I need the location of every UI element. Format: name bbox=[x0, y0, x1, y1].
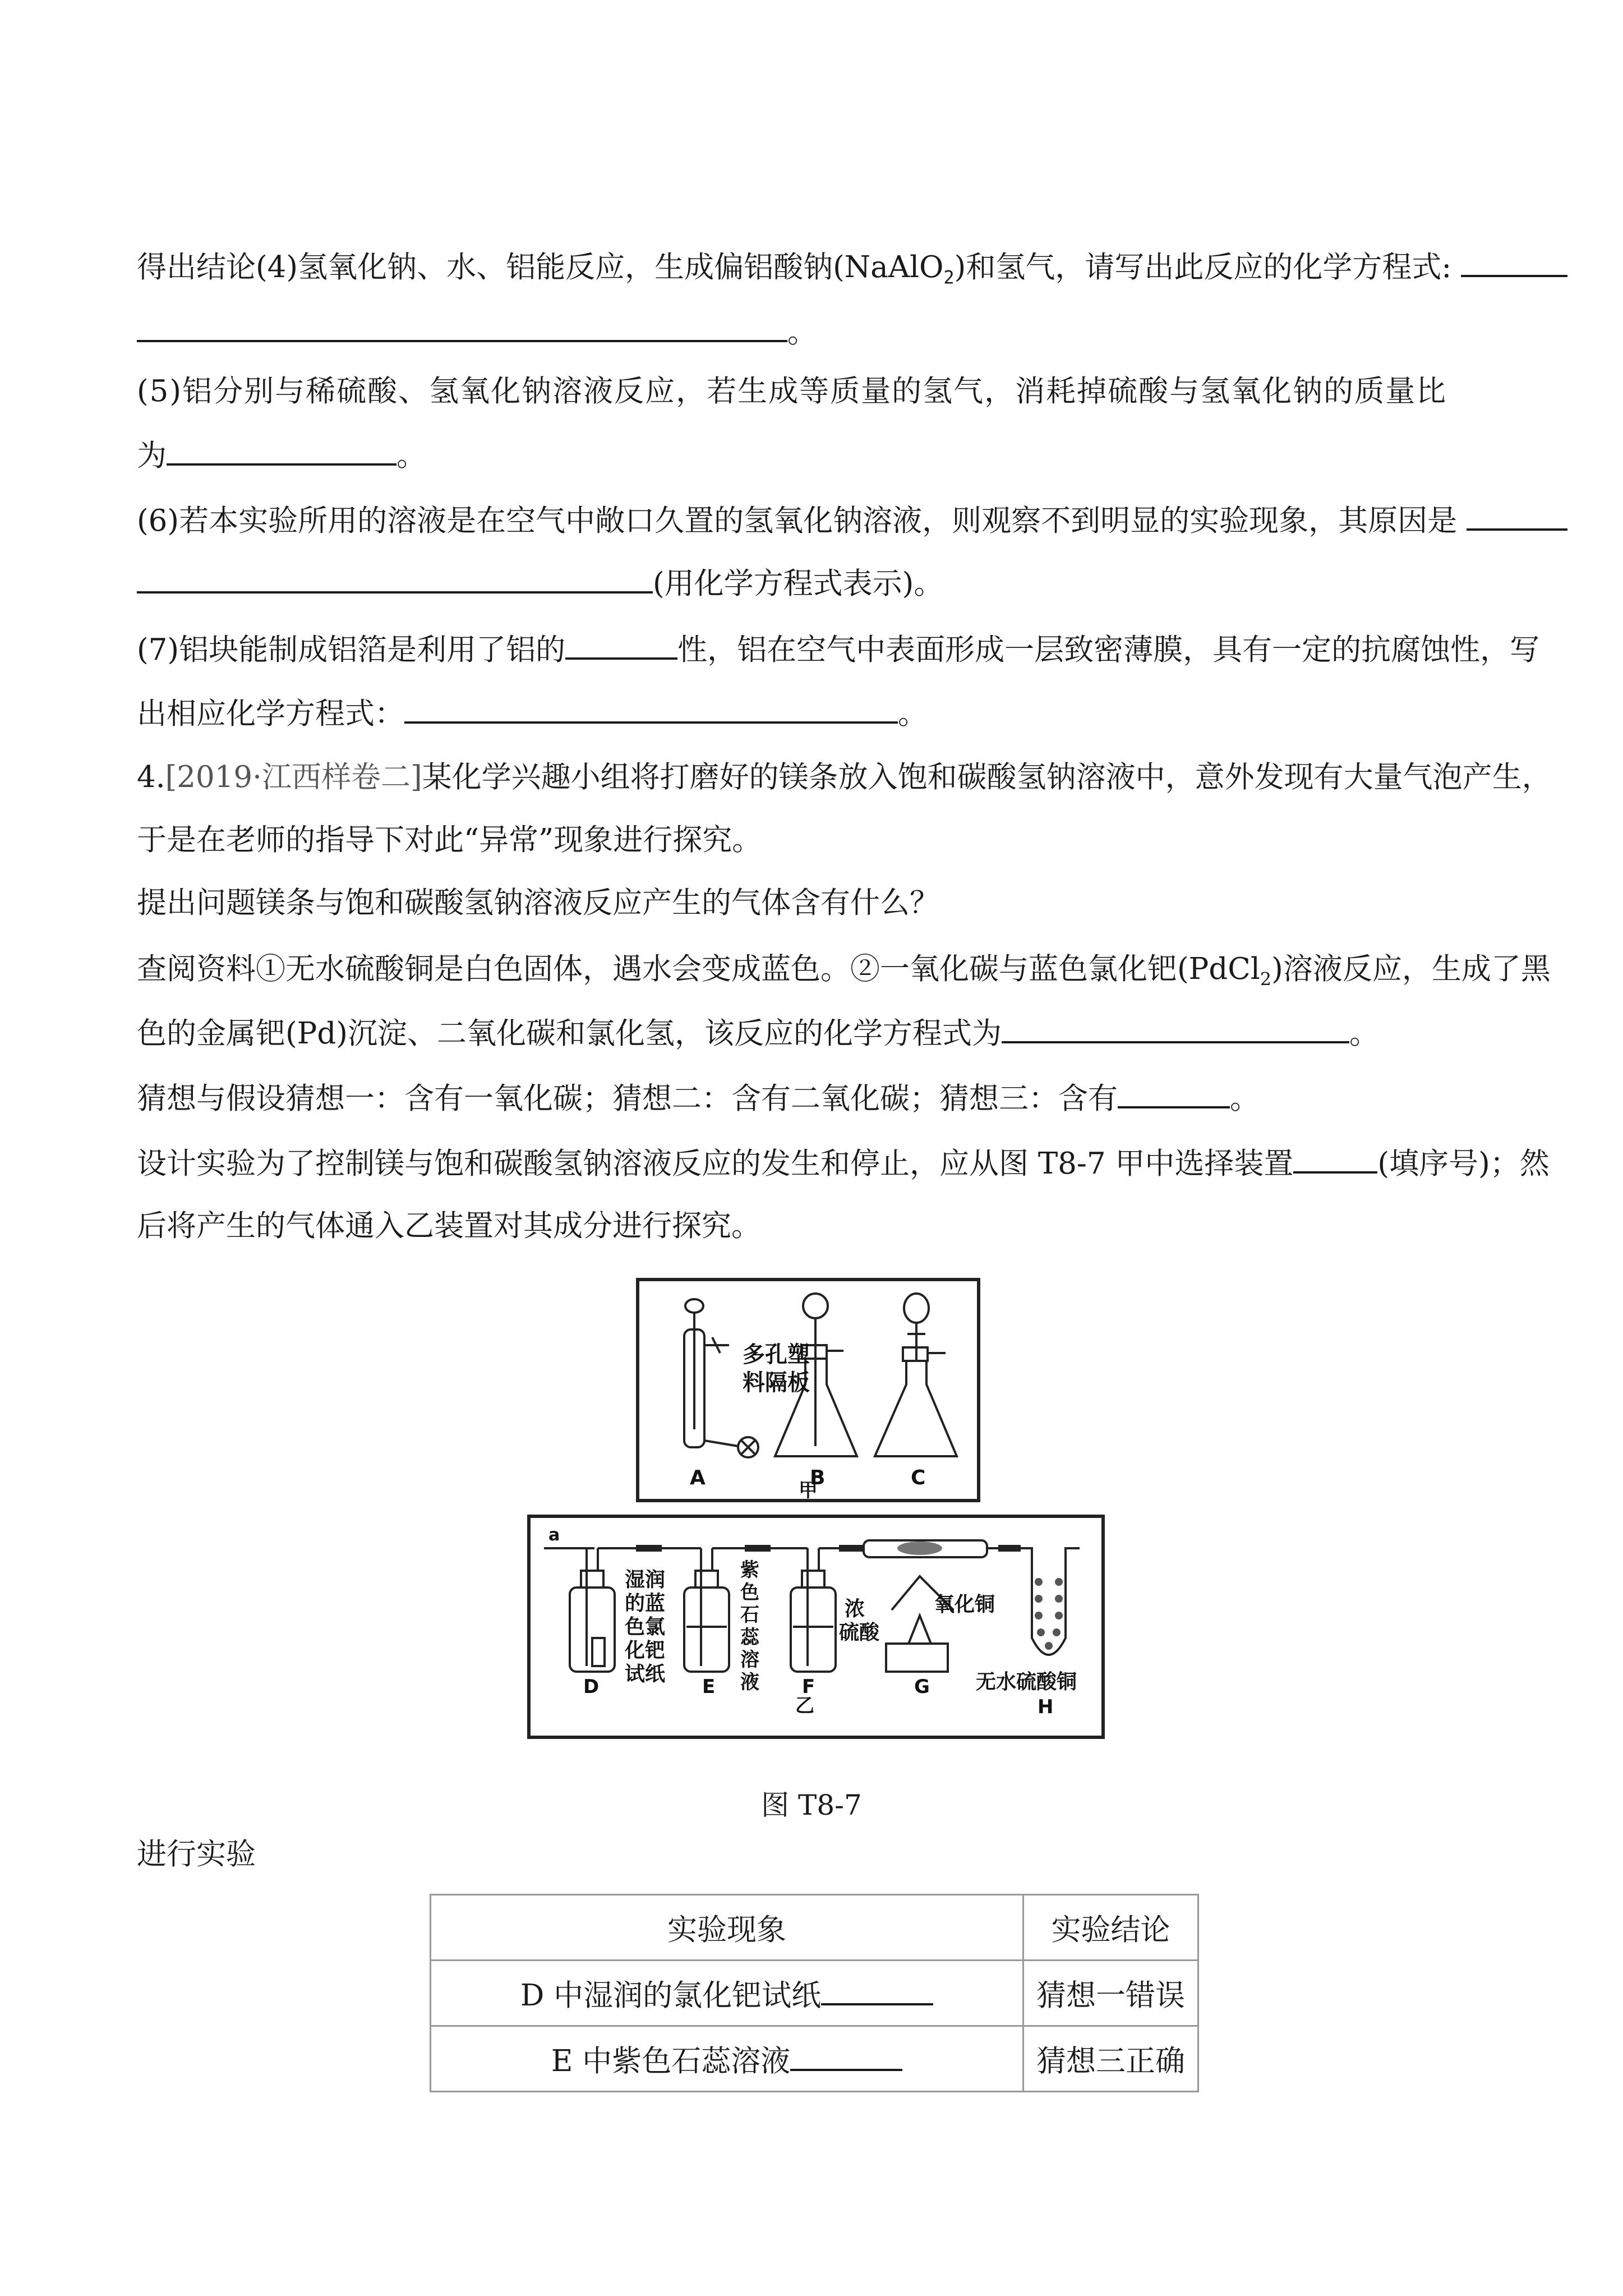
q4-hypothesis: 猜想与假设猜想一：含有一氧化碳；猜想二：含有二氧化碳；猜想三：含有 。 bbox=[137, 1082, 1260, 1116]
question-number: 4. bbox=[137, 760, 165, 794]
q3-item-5: (5)铝分别与稀硫酸、氢氧化钠溶液反应，若生成等质量的氢气，消耗掉硫酸与氢氧化钠的质量比 bbox=[137, 374, 1447, 408]
svg-text:色: 色 bbox=[740, 1581, 759, 1604]
q3-item-6: (6)若本实验所用的溶液是在空气中敞口久置的氢氧化钠溶液，则观察不到明显的实验现象，其原因是 bbox=[137, 503, 1567, 538]
yi-f: F bbox=[802, 1676, 815, 1698]
answer-blank[interactable] bbox=[404, 696, 898, 724]
table-header-conclusion: 实验结论 bbox=[1023, 1895, 1198, 1961]
svg-text:化钯: 化钯 bbox=[625, 1639, 666, 1662]
q4-stem-2: 于是在老师的指导下对此“异常”现象进行探究。 bbox=[137, 823, 762, 857]
yi-title: 乙 bbox=[795, 1695, 814, 1717]
svg-text:的蓝: 的蓝 bbox=[625, 1592, 666, 1615]
q3-item-5b: 为 。 bbox=[137, 439, 426, 473]
svg-text:浓: 浓 bbox=[845, 1598, 865, 1621]
yi-e-label bbox=[740, 1559, 760, 1694]
experiment-table bbox=[430, 1894, 1199, 2092]
q4-info-2: 色的金属钯(Pd)沉淀、二氧化碳和氯化氢，该反应的化学方程式为 。 bbox=[137, 1016, 1379, 1051]
q3-item-6b: (用化学方程式表示)。 bbox=[137, 565, 943, 601]
answer-blank[interactable] bbox=[565, 632, 677, 660]
answer-blank[interactable] bbox=[1467, 503, 1567, 531]
apparatus-jia-drawing bbox=[636, 1278, 980, 1502]
table-cell-phenomenon: D 中湿润的氯化钯试纸 bbox=[431, 1961, 1023, 2026]
answer-blank[interactable] bbox=[137, 565, 653, 593]
table-cell-phenomenon: E 中紫色石蕊溶液 bbox=[431, 2026, 1023, 2092]
apparatus-yi-drawing bbox=[527, 1515, 1105, 1739]
q4-problem: 提出问题镁条与饱和碳酸氢钠溶液反应产生的气体含有什么？ bbox=[137, 886, 939, 920]
q4-design: 设计实验为了控制镁与饱和碳酸氢钠溶液反应的发生和停止，应从图 T8-7 甲中选择装置 (填序号)；然 bbox=[137, 1147, 1550, 1181]
svg-text:蕊: 蕊 bbox=[740, 1626, 759, 1649]
table-cell-conclusion: 猜想一错误 bbox=[1023, 1961, 1198, 2026]
answer-blank[interactable] bbox=[167, 438, 396, 466]
answer-blank[interactable] bbox=[790, 2043, 902, 2071]
table-header-row bbox=[431, 1895, 1198, 1961]
yi-e: E bbox=[702, 1676, 716, 1698]
yi-h-label: 无水硫酸铜 bbox=[976, 1671, 1077, 1694]
answer-blank[interactable] bbox=[137, 314, 787, 342]
svg-text:硫酸: 硫酸 bbox=[839, 1621, 880, 1644]
svg-text:石: 石 bbox=[740, 1604, 759, 1626]
q4-stem: 4.[2019·江西样卷二]某化学兴趣小组将打磨好的镁条放入饱和碳酸氢钠溶液中，意外发现有大量气泡产生， bbox=[137, 760, 1552, 794]
q3-item-7b: 出相应化学方程式： 。 bbox=[137, 697, 928, 731]
yi-d: D bbox=[583, 1676, 600, 1698]
q3-line-4b: 。 bbox=[137, 314, 817, 349]
table-header-phenomenon: 实验现象 bbox=[431, 1895, 1023, 1961]
jia-title: 甲 bbox=[799, 1479, 818, 1502]
yi-inlet: a bbox=[548, 1525, 560, 1545]
figure-caption: 图 T8-7 bbox=[761, 1789, 862, 1821]
svg-text:试纸: 试纸 bbox=[625, 1663, 666, 1686]
table-row bbox=[431, 2026, 1198, 2092]
q4-design-2: 后将产生的气体通入乙装置对其成分进行探究。 bbox=[137, 1209, 761, 1243]
q3-conclusion-text: 得出结论(4)氢氧化钠、水、铝能反应，生成偏铝酸钠(NaAlO bbox=[137, 250, 944, 284]
q3-item-7: (7)铝块能制成铝箔是利用了铝的 性，铝在空气中表面形成一层致密薄膜，具有一定的抗腐蚀性，写 bbox=[137, 633, 1540, 667]
svg-text:色氯: 色氯 bbox=[625, 1616, 666, 1639]
svg-text:紫: 紫 bbox=[740, 1559, 759, 1581]
q4-info-1: 查阅资料①无水硫酸铜是白色固体，遇水会变成蓝色。②一氧化碳与蓝色氯化钯(PdCl$_2$)溶液反应，生成了黑 bbox=[137, 952, 1551, 990]
svg-text:液: 液 bbox=[740, 1671, 759, 1694]
jia-label-2: 料隔板 bbox=[743, 1370, 810, 1396]
svg-text:溶: 溶 bbox=[740, 1649, 759, 1671]
q3-line-4: 得出结论(4)氢氧化钠、水、铝能反应，生成偏铝酸钠(NaAlO$_2$)和氢气，请写出此反应的化学方程式: bbox=[137, 249, 1567, 295]
question-source: [2019·江西样卷二] bbox=[165, 760, 422, 794]
apparatus-figure-yi bbox=[527, 1515, 1105, 1741]
jia-label-1: 多孔塑 bbox=[743, 1342, 810, 1368]
yi-g-label: 氧化铜 bbox=[934, 1593, 995, 1616]
yi-h: H bbox=[1038, 1696, 1054, 1718]
q4-do-experiment: 进行实验 bbox=[137, 1837, 256, 1871]
answer-blank[interactable] bbox=[1293, 1145, 1377, 1174]
jia-a: A bbox=[690, 1466, 706, 1489]
table-row bbox=[431, 1961, 1198, 2026]
answer-blank[interactable] bbox=[1118, 1080, 1230, 1108]
apparatus-figure-jia bbox=[636, 1278, 980, 1504]
jia-b: B bbox=[810, 1466, 826, 1489]
jia-c: C bbox=[911, 1466, 926, 1489]
yi-d-label bbox=[624, 1568, 665, 1686]
answer-blank[interactable] bbox=[1002, 1015, 1349, 1043]
yi-g: G bbox=[914, 1676, 930, 1698]
table-cell-conclusion: 猜想三正确 bbox=[1023, 2026, 1198, 2092]
answer-blank[interactable] bbox=[821, 1977, 933, 2005]
answer-blank[interactable] bbox=[1461, 249, 1567, 277]
svg-text:湿润: 湿润 bbox=[625, 1568, 666, 1591]
